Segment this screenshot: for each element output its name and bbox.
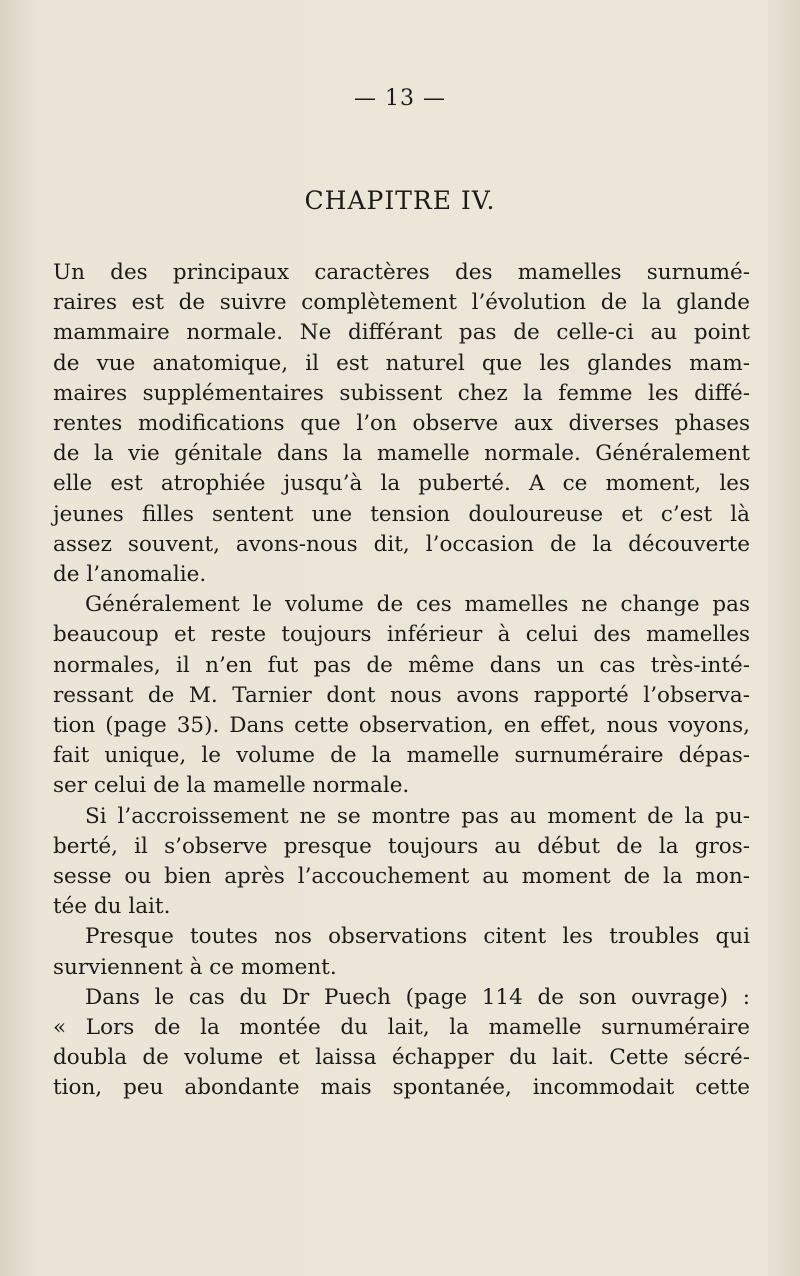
- text-line: tion (page 35). Dans cette observation, en effet, nous voyons,: [53, 713, 750, 739]
- paragraph: [53, 590, 750, 801]
- text-line: de vue anatomique, il est naturel que les glandes mam-: [53, 350, 750, 376]
- text-line: maires supplémentaires subissent chez la femme les diffé-: [53, 380, 750, 406]
- text-line: fait unique, le volume de la mamelle surnuméraire dépas-: [53, 743, 750, 769]
- text-line: beaucoup et reste toujours inférieur à celui des mamelles: [53, 622, 750, 648]
- page-number: — 13 —: [354, 86, 446, 111]
- text-line: berté, il s’observe presque toujours au début de la gros-: [53, 833, 750, 859]
- paragraph: [53, 258, 750, 590]
- text-line: Presque toutes nos observations citent les troubles qui: [85, 924, 750, 950]
- paragraph: [53, 922, 750, 982]
- text-line: ser celui de la mamelle normale.: [53, 773, 410, 799]
- text-line: normales, il n’en fut pas de même dans un cas très-inté-: [53, 652, 750, 678]
- text-line: doubla de volume et laissa échapper du lait. Cette sécré-: [53, 1045, 750, 1071]
- text-line: Si l’accroissement ne se montre pas au moment de la pu-: [85, 803, 750, 829]
- paragraph: [53, 802, 750, 923]
- text-line: « Lors de la montée du lait, la mamelle surnuméraire: [53, 1015, 750, 1041]
- paragraph: [53, 983, 750, 1104]
- text-line: jeunes filles sentent une tension douloureuse et c’est là: [53, 501, 750, 527]
- text-line: rentes modifications que l’on observe aux diverses phases: [53, 411, 750, 437]
- text-line: assez souvent, avons-nous dit, l’occasion de la découverte: [53, 531, 750, 557]
- text-line: Un des principaux caractères des mamelles surnumé-: [53, 260, 750, 285]
- text-line: sesse ou bien après l’accouchement au moment de la mon-: [53, 864, 750, 890]
- text-line: surviennent à ce moment.: [53, 954, 337, 980]
- text-line: de la vie génitale dans la mamelle normale. Généralement: [53, 441, 750, 467]
- text-line: Généralement le volume de ces mamelles ne change pas: [85, 592, 750, 618]
- text-line: tée du lait.: [53, 894, 171, 920]
- text-line: Dans le cas du Dr Puech (page 114 de son ouvrage) :: [85, 984, 750, 1010]
- text-line: mammaire normale. Ne différant pas de celle-ci au point: [53, 320, 750, 346]
- text-line: raires est de suivre complètement l’évolution de la glande: [53, 290, 750, 316]
- body-text: [53, 258, 750, 1104]
- text-line: ressant de M. Tarnier dont nous avons rapporté l’observa-: [53, 682, 750, 708]
- text-line: tion, peu abondante mais spontanée, incommodait cette: [53, 1075, 750, 1101]
- text-line: elle est atrophiée jusqu’à la puberté. A ce moment, les: [53, 471, 750, 497]
- text-line: de l’anomalie.: [53, 562, 207, 588]
- chapter-title: CHAPITRE IV.: [304, 186, 496, 215]
